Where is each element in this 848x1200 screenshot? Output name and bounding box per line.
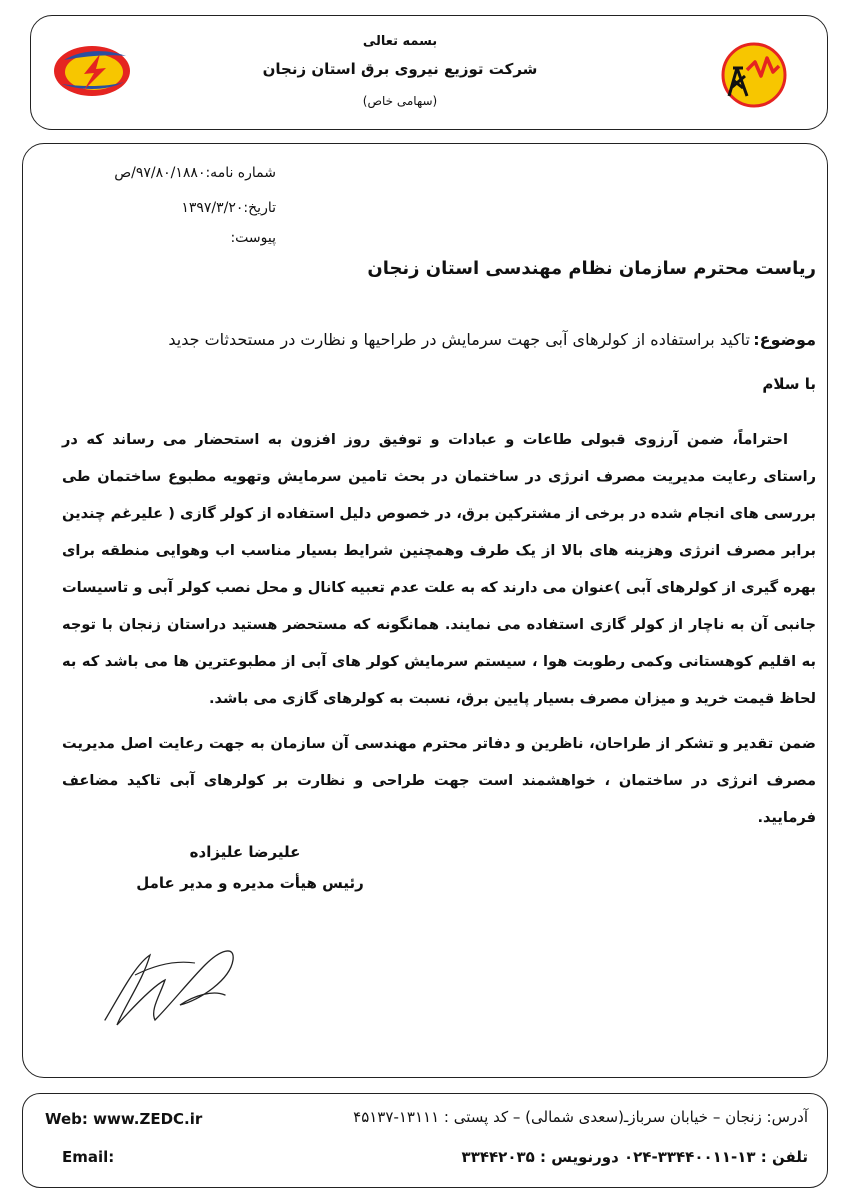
footer-email: Email: [62, 1148, 115, 1166]
signer-title: رئیس هیأت مدیره و مدیر عامل [136, 874, 364, 892]
greeting: با سلام [762, 375, 816, 393]
handwritten-signature [95, 925, 255, 1035]
bismillah-heading: بسمه تعالی [362, 34, 438, 49]
letter-date: تاریخ:۱۳۹۷/۳/۲۰ [181, 200, 276, 216]
body-paragraph: ضمن تقدیر و تشکر از طراحان، ناظرین و دفاتر محترم مهندسی آن سازمان به جهت رعایت اصل مدیریت مصرف انرژی در ساختمان ، خواهشمند است جهت طراحی و نظارت بر کولرهای آبی تاکید مضاعف فرمایید. [62, 735, 816, 826]
footer-address: آدرس: زنجان – خیابان سربازـ(سعدی شمالی) – کد پستی : ۱۳۱۱۱-۴۵۱۳۷ [353, 1108, 808, 1126]
company-name: شرکت توزیع نیروی برق استان زنجان [262, 60, 538, 78]
letter-number: شماره نامه:۹۷/۸۰/۱۸۸۰/ص [114, 165, 276, 181]
company-emblem-logo [50, 40, 134, 100]
signer-name: علیرضا علیزاده [189, 843, 301, 861]
footer-phones: تلفن : ۱۳-۳۳۴۴۰۰۱۱-۰۲۴ دورنویس : ۳۳۴۴۲۰۳۵ [461, 1148, 808, 1166]
recipient-line: ریاست محترم سازمان نظام مهندسی استان زنجان [367, 258, 816, 279]
company-type: (سهامی خاص) [362, 94, 438, 108]
power-tower-logo [715, 40, 793, 110]
letter-attachment: پیوست: [230, 230, 276, 246]
subject-text: تاکید براستفاده از کولرهای آبی جهت سرمایش در طراحیها و نظارت در مستحدثات جدید [168, 330, 750, 349]
footer-website: Web: www.ZEDC.ir [45, 1110, 203, 1128]
subject-label: موضوع: [753, 330, 816, 349]
body-paragraph: احتراماً، ضمن آرزوی قبولی طاعات و عبادات و توفیق روز افزون به استحضار می رساند که در راستای رعایت مدیریت مصرف انرژی در ساختمان در بحث تامین سرمایش وتهویه مطبوع ساختمان طی بررسی های انجام شده در برخی از مشترکین برق، در خصوص دلیل استفاده از کولر گازی ( علیرغم چندین برابر مصرف انرژی وهزینه های بالا از یک طرف وهمچنین شرایط بسیار مناسب اب وهوایی منطقه برای بهره گیری از کولرهای آبی )عنوان می دارند که به علت عدم تعبیه کانال و محل نصب کولر آبی و تاسیسات جانبی آن به ناچار از کولر گازی استفاده می نمایند. همانگونه که مستحضر هستید دراستان زنجان با توجه به اقلیم کوهستانی وکمی رطوبت هوا ، سیستم سرمایش کولر های آبی از مطبوعترین ها می باشد که به لحاظ قیمت خرید و میزان مصرف بسیار پایین برق، نسبت به کولرهای گازی می باشد. [62, 431, 816, 707]
